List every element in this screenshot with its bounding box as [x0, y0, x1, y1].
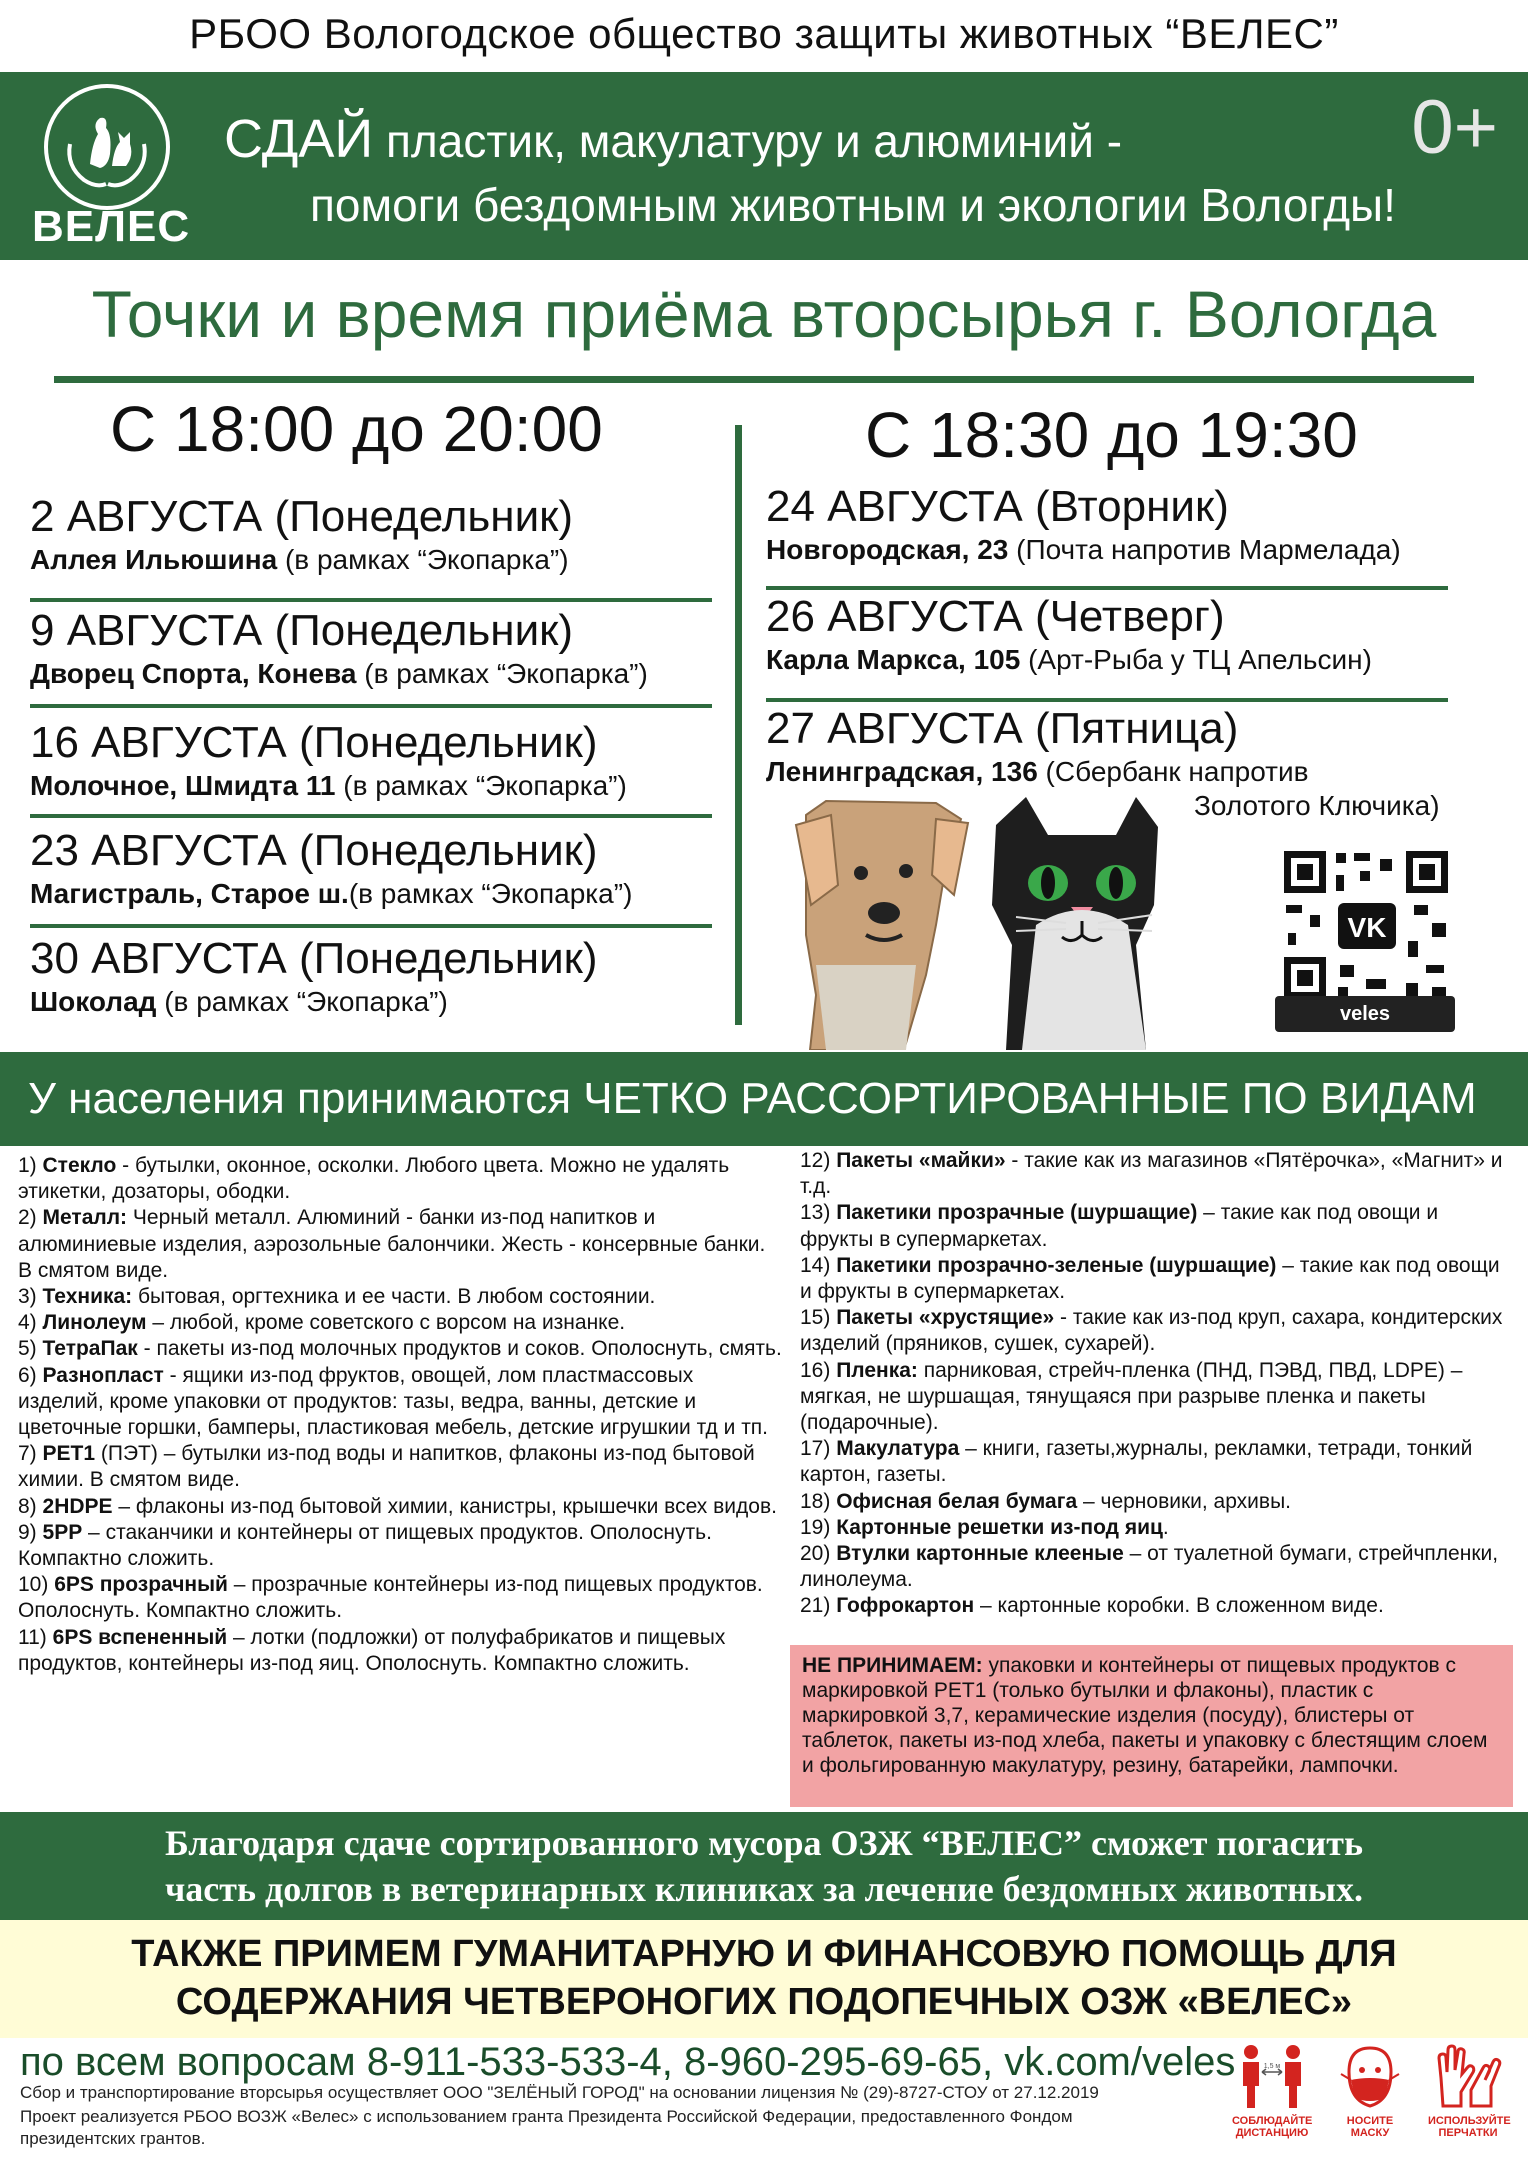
keep-distance-icon [1237, 2042, 1307, 2110]
separator [30, 924, 712, 928]
distance-label-2: ДИСТАНЦИЮ [1235, 2127, 1309, 2139]
event-note: (в рамках “Экопарка”) [156, 986, 448, 1017]
list-item: 6) Разнопласт - ящики из-под фруктов, овощей, лом пластмассовых изделий, кроме упаковки от продуктов: тазы, ведра, ванны, детские и цветочные горшки, бамперы, пластиковая мебель, детские игрушкии тд и тп. [18, 1363, 769, 1440]
help-line-1: ТАКЖЕ ПРИМЕМ ГУМАНИТАРНУЮ И ФИНАНСОВУЮ ПОМОЩЬ ДЛЯ [131, 1933, 1397, 1975]
contacts: по всем вопросам 8-911-533-533-4, 8-960-295-69-65, vk.com/veles [20, 2040, 1236, 2084]
mask-label-2: МАСКУ [1350, 2127, 1390, 2139]
separator [766, 586, 1448, 590]
accepted-list-left [18, 1153, 783, 1677]
list-item: 14) Пакетики прозрачно-зеленые (шуршащие) – такие как под овощи и фрукты в супермаркетах. [800, 1253, 1500, 1304]
list-item: 18) Офисная белая бумага – черновики, архивы. [800, 1489, 1291, 1513]
event-address [30, 770, 627, 802]
list-item: 7) PET1 (ПЭТ) – бутылки из-под воды и напитков, флаконы из-под бытовой химии. В смятом виде. [18, 1442, 755, 1492]
help-line-2: СОДЕРЖАНИЯ ЧЕТВЕРОНОГИХ ПОДОПЕЧНЫХ ОЗЖ «ВЕЛЕС» [175, 1981, 1353, 2023]
list-item: 17) Макулатура – книги, газеты,журналы, рекламки, тетради, тонкий картон, газеты. [800, 1437, 1473, 1487]
help-banner [0, 1920, 1528, 2038]
dog-and-cat-illustration [786, 795, 1256, 1050]
gloves-label-1: ИСПОЛЬЗУЙТЕ [1428, 2115, 1511, 2127]
banner-line-2: помоги бездомным животным и экологии Вологды! [310, 179, 1396, 231]
list-item: 13) Пакетики прозрачные (шуршащие) – такие как под овощи и фрукты в супермаркетах. [800, 1201, 1439, 1251]
list-item: 16) Пленка: парниковая, стрейч-пленка (ПНД, ПЭВД, ПВД, LDPE) – мягкая, не шуршащая, тянущаяся при разрыве пленка и пакеты (подарочные). [800, 1358, 1463, 1435]
event-address [30, 544, 573, 576]
left-event-2 [30, 606, 648, 690]
event-address [766, 756, 1440, 788]
event-date: 26 АВГУСТА (Четверг) [766, 592, 1225, 641]
gloves-sign [1428, 2042, 1511, 2154]
event-place: Молочное, Шмидта 11 [30, 770, 336, 801]
list-item: 8) 2HDPE – флаконы из-под бытовой химии, канистры, крышечки всех видов. [18, 1494, 777, 1518]
event-place: Дворец Спорта, Конева [30, 658, 357, 689]
veles-logo [32, 82, 191, 251]
event-place: Ленинградская, 136 [766, 756, 1038, 787]
left-time: С 18:00 до 20:00 [110, 393, 603, 465]
event-address [30, 658, 648, 690]
grant-note: Проект реализуется РБОО ВОЗЖ «Велес» с использованием гранта Президента Российской Федерации, предоставленного Фондом [20, 2107, 1073, 2126]
separator [766, 698, 1448, 702]
org-title: РБОО Вологодское общество защиты животных “ВЕЛЕС” [189, 10, 1339, 57]
right-time: С 18:30 до 19:30 [865, 399, 1358, 471]
separator [30, 704, 712, 708]
banner-line-1-big: СДАЙ [224, 109, 374, 169]
gloves-icon [1433, 2042, 1503, 2110]
qr-code [1276, 830, 1456, 1020]
list-item: 20) Втулки картонные клееные – от туалетной бумаги, стрейчпленки, линолеума. [800, 1542, 1499, 1592]
distance-sign [1232, 2042, 1312, 2154]
event-address [30, 986, 598, 1018]
distance-value: 1,5 м [1263, 2063, 1281, 2070]
not-accepted-label: НЕ ПРИНИМАЕМ: [802, 1654, 983, 1677]
event-address [30, 878, 632, 910]
list-item: 3) Техника: бытовая, оргтехника и ее части. В любом состоянии. [18, 1285, 656, 1309]
event-note: (в рамках “Экопарка”) [356, 658, 648, 689]
hands-dog-cat-icon [62, 104, 152, 194]
event-date: 9 АВГУСТА (Понедельник) [30, 606, 574, 655]
event-note-2: Золотого Ключика) [1194, 790, 1440, 821]
list-item: 2) Металл: Черный металл. Алюминий - банки из-под напитков и алюминиевые изделия, аэрозольные балончики. Жесть - консервные банки. В смятом виде. [18, 1206, 766, 1282]
banner-line-1-rest: пластик, макулатуру и алюминий - [373, 115, 1123, 167]
event-date: 30 АВГУСТА (Понедельник) [30, 934, 598, 983]
list-item: 4) Линолеум – любой, кроме советского с ворсом на изнанке. [18, 1311, 626, 1335]
event-note: (Сбербанк напротив [1037, 756, 1309, 787]
mask-label-1: НОСИТЕ [1346, 2115, 1394, 2127]
event-address [766, 534, 1401, 566]
page-title: Точки и время приёма вторсырья г. Вологда [91, 277, 1437, 351]
thanks-banner [0, 1812, 1528, 1920]
list-item: 9) 5PP – стаканчики и контейнеры от пищевых продуктов. Ополоснуть. Компактно сложить. [18, 1520, 712, 1571]
event-date: 27 АВГУСТА (Пятница) [766, 704, 1239, 753]
divider [54, 376, 1474, 383]
event-note: (в рамках “Экопарка”) [277, 544, 569, 575]
list-item: 12) Пакеты «майки» - такие как из магазинов «Пятёрочка», «Магнит» и т.д. [800, 1149, 1503, 1199]
accepted-list-right [800, 1148, 1512, 1620]
separator [30, 598, 712, 602]
event-note: (Арт-Рыба у ТЦ Апельсин) [1020, 644, 1372, 675]
mask-sign [1330, 2042, 1410, 2154]
not-accepted-text: упаковки и контейнеры от пищевых продуктов с маркировкой PET1 (только бутылки и флаконы), пластик с маркировкой 3,7, керамические изделия (посуду), блистеры от таблеток, пакеты из-под хлеба, пакеты и упаковку с блестящим слоем и фольгированную макулатуру, резину, батарейки, лампочки. [802, 1654, 1488, 1777]
separator [30, 814, 712, 818]
left-event-1 [30, 492, 573, 576]
face-mask-icon [1335, 2042, 1405, 2110]
column-divider [735, 425, 742, 1025]
right-event-1 [766, 482, 1401, 566]
right-event-2 [766, 592, 1372, 676]
logo-text: ВЕЛЕС [32, 202, 191, 251]
thanks-line-2: часть долгов в ветеринарных клиниках за лечение бездомных животных. [164, 1869, 1363, 1909]
left-event-4 [30, 826, 632, 910]
thanks-line-1: Благодаря сдаче сортированного мусора ОЗЖ “ВЕЛЕС” сможет погасить [164, 1823, 1363, 1863]
event-place: Шоколад [30, 986, 157, 1017]
left-event-5 [30, 934, 598, 1018]
event-date: 2 АВГУСТА (Понедельник) [30, 492, 574, 541]
age-rating: 0+ [1411, 85, 1498, 170]
accepted-heading: У населения принимаются ЧЕТКО РАССОРТИРОВАННЫЕ ПО ВИДАМ [0, 1052, 1528, 1146]
event-place: Карла Маркса, 105 [766, 644, 1021, 675]
gloves-label-2: ПЕРЧАТКИ [1438, 2127, 1498, 2139]
left-event-3 [30, 718, 627, 802]
event-address [766, 644, 1372, 676]
event-note: (в рамках “Экопарка”) [335, 770, 627, 801]
list-item: 21) Гофрокартон – картонные коробки. В сложенном виде. [800, 1594, 1384, 1618]
list-item: 19) Картонные решетки из-под яиц. [800, 1515, 1169, 1539]
event-date: 16 АВГУСТА (Понедельник) [30, 718, 598, 767]
list-item: 5) ТетраПак - пакеты из-под молочных продуктов и соков. Ополоснуть, смять. [18, 1337, 782, 1361]
license-note: Сбор и транспортирование вторсырья осуществляет ООО "ЗЕЛЁНЫЙ ГОРОД" на основании лицензия № (29)-8727-СТОУ от 27.12.2019 [20, 2083, 1099, 2102]
banner [0, 72, 1528, 260]
event-place: Новгородская, 23 [766, 534, 1009, 565]
grant-note-end: президентских грантов. [20, 2129, 206, 2148]
svg-text:VK: VK [1347, 912, 1387, 943]
event-note: (Почта напротив Мармелада) [1008, 534, 1401, 565]
event-note: (в рамках “Экопарка”) [348, 878, 633, 909]
list-item: 11) 6PS вспененный – лотки (подложки) от полуфабрикатов и пищевых продуктов, контейнеры из-под яиц. Ополоснуть. Компактно сложить. [18, 1625, 726, 1675]
distance-label-1: СОБЛЮДАЙТЕ [1232, 2115, 1313, 2127]
event-date: 24 АВГУСТА (Вторник) [766, 482, 1229, 531]
qr-label: veles [1275, 996, 1455, 1032]
list-item: 1) Стекло - бутылки, оконное, осколки. Любого цвета. Можно не удалять этикетки, дозаторы, ободки. [18, 1154, 730, 1204]
list-item: 15) Пакеты «хрустящие» - такие как из-под круп, сахара, кондитерских изделий (пряников, сушек, сухарей). [800, 1306, 1503, 1356]
event-place: Аллея Ильюшина [30, 544, 278, 575]
event-place: Магистраль, Старое ш. [30, 878, 349, 909]
event-date: 23 АВГУСТА (Понедельник) [30, 826, 598, 875]
banner-line-1 [224, 108, 1122, 170]
not-accepted-box [790, 1645, 1513, 1807]
list-item: 10) 6PS прозрачный – прозрачные контейнеры из-под пищевых продуктов. Ополоснуть. Компактно сложить. [18, 1573, 763, 1623]
